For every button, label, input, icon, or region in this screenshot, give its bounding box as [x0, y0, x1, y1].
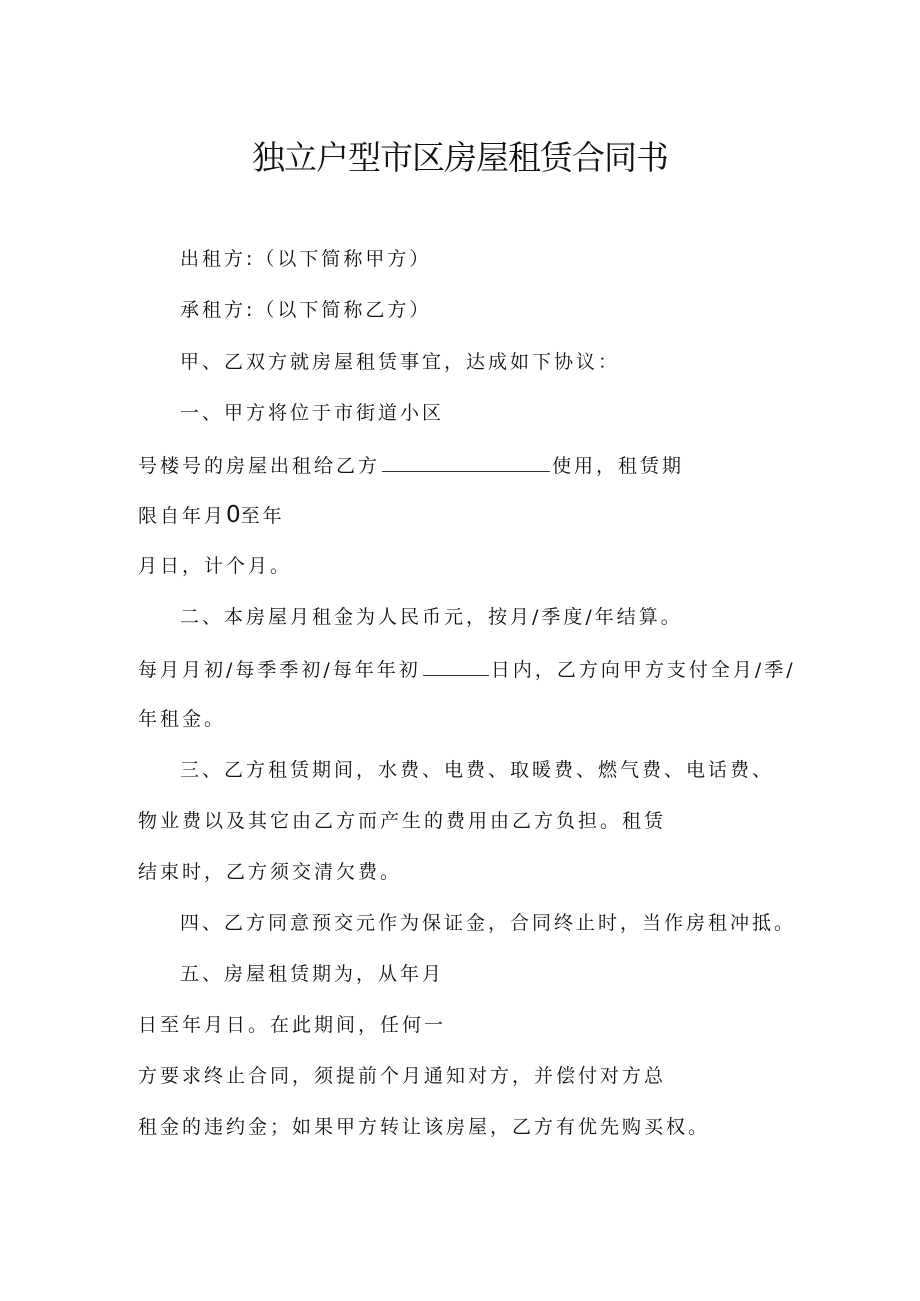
- tenant-usage-blank: [382, 451, 550, 472]
- clause-5-line-2: 日至年月日。在此期间，任何一: [138, 1014, 447, 1036]
- clause-2-line-1: 二、本房屋月租金为人民币元，按月/季度/年结算。: [180, 606, 683, 628]
- clause-5-line-4: 租金的违约金；如果甲方转让该房屋，乙方有优先购买权。: [138, 1116, 711, 1138]
- clause-1-line-2-end: 使用，租赁期: [552, 455, 685, 477]
- clause-3-line-1: 三、乙方租赁期间，水费、电费、取暖费、燃气费、电话费、: [180, 759, 775, 781]
- clause-2-line-2-start: 每月月初/每季季初/每年年初: [138, 659, 421, 681]
- clause-1-line-2: [138, 451, 684, 479]
- clause-1-line-1: 一、甲方将位于市街道小区: [180, 402, 445, 424]
- clause-1-line-3: [138, 502, 285, 529]
- clause-1-zero: 0: [226, 502, 241, 528]
- clause-3-line-2: 物业费以及其它由乙方而产生的费用由乙方负担。租赁: [138, 810, 667, 832]
- lessee-line: 承租方:（以下简称乙方）: [180, 299, 432, 321]
- clause-2-line-3: 年租金。: [138, 708, 227, 730]
- clause-3-line-3: 结束时，乙方须交清欠费。: [138, 861, 403, 883]
- intro-line: 甲、乙双方就房屋租赁事宜，达成如下协议：: [180, 351, 621, 373]
- clause-2-line-2-end: 日内，乙方向甲方支付全月/季/: [490, 659, 796, 681]
- lessor-line: 出租方:（以下简称甲方）: [180, 248, 432, 270]
- clause-2-line-2: [138, 655, 796, 683]
- clause-1-line-3-start: 限自年月: [138, 505, 227, 527]
- payment-day-blank: [423, 655, 489, 676]
- clause-5-line-1: 五、房屋租赁期为，从年月: [180, 963, 445, 985]
- document-title: 独立户型市区房屋租赁合同书: [252, 138, 668, 177]
- clause-1-line-3-end: 至年: [240, 505, 285, 527]
- clause-5-line-3: 方要求终止合同，须提前个月通知对方，并偿付对方总: [138, 1065, 667, 1087]
- clause-1-line-2-start: 号楼号的房屋出租给乙方: [138, 455, 381, 477]
- clause-1-line-4: 月日，计个月。: [138, 555, 293, 577]
- clause-4-line-1: 四、乙方同意预交元作为保证金，合同终止时，当作房租冲抵。: [180, 912, 797, 934]
